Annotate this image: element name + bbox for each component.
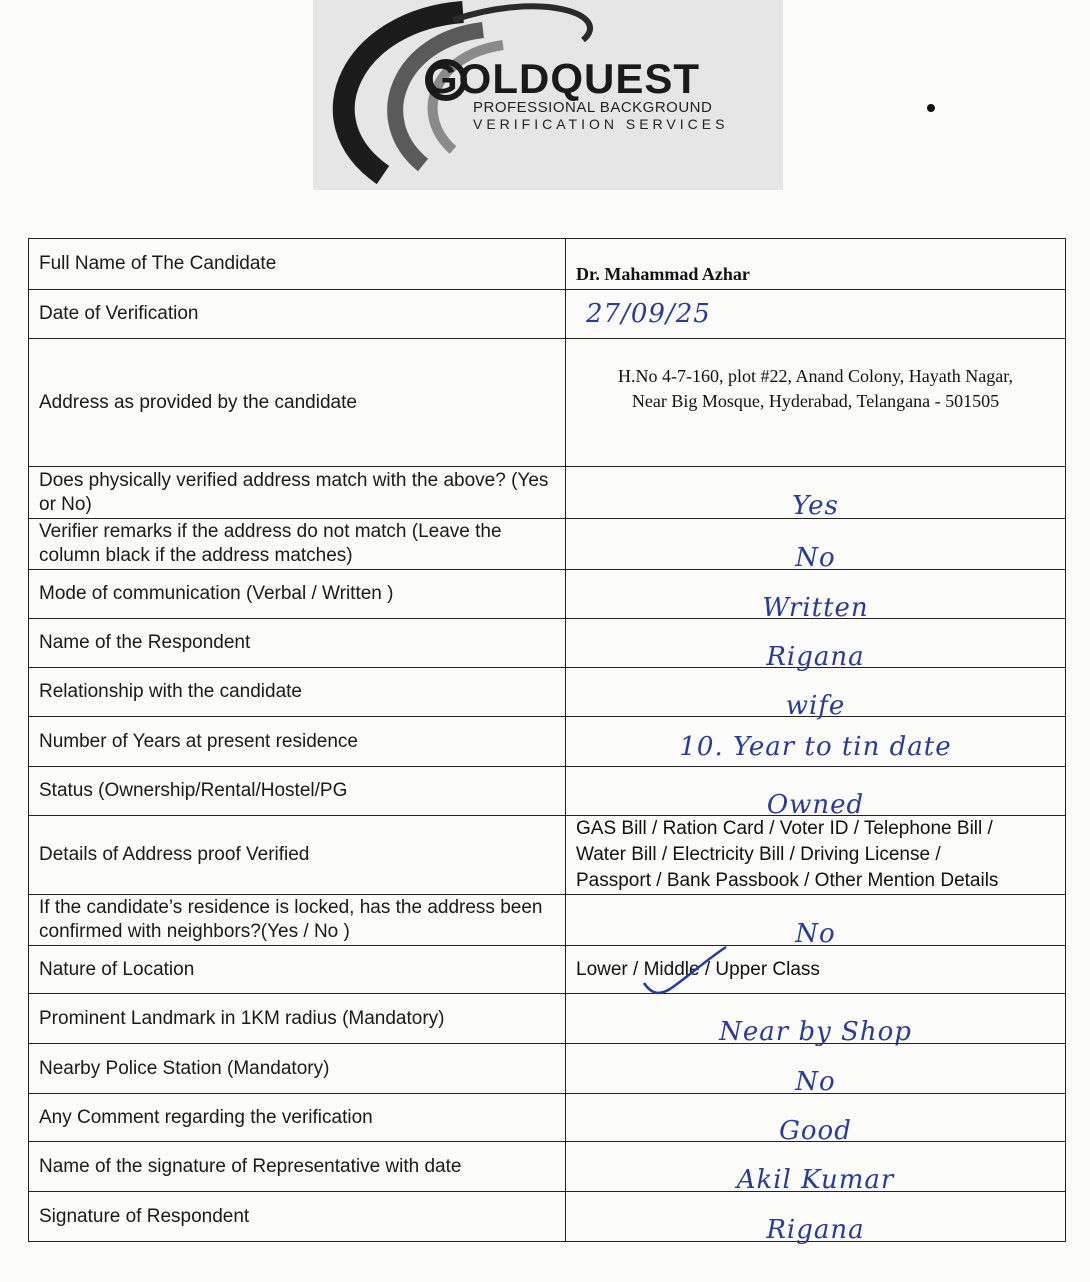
table-row (29, 1044, 1066, 1094)
row-label: Date of Verification (29, 290, 566, 339)
row-value (566, 717, 1066, 767)
table-row (29, 895, 1066, 946)
row-label: Name of the Respondent (29, 619, 566, 668)
row-value (566, 570, 1066, 623)
table-row (29, 946, 1066, 994)
row-label: Nature of Location (29, 946, 566, 994)
row-label: Details of Address proof Verified (29, 816, 566, 895)
row-value (566, 668, 1066, 721)
table-row (29, 994, 1066, 1044)
row-value (566, 239, 1066, 290)
neighbor-confirmation: No (795, 918, 836, 949)
landmark: Near by Shop (719, 1017, 912, 1047)
table-row (29, 767, 1066, 816)
row-label: Does physically verified address match with the above? (Yes or No) (29, 467, 566, 519)
residence-status: Owned (766, 789, 865, 820)
table-row (29, 717, 1066, 767)
row-value (566, 1044, 1066, 1097)
proof-options-line-1: GAS Bill / Ration Card / Voter ID / Telephone Bill / (576, 818, 993, 839)
table-row (29, 239, 1066, 290)
verifier-remarks: No (795, 542, 836, 573)
row-value (566, 339, 1066, 467)
row-value (566, 467, 1066, 519)
table-row (29, 290, 1066, 339)
row-label: Full Name of The Candidate (29, 239, 566, 290)
table-row (29, 467, 1066, 519)
row-label: Number of Years at present residence (29, 717, 566, 767)
row-label: Any Comment regarding the verification (29, 1094, 566, 1142)
table-row (29, 1192, 1066, 1242)
row-label: Relationship with the candidate (29, 668, 566, 717)
proof-options-line-3: Passport / Bank Passbook / Other Mention Details (576, 870, 999, 891)
table-row (29, 619, 1066, 668)
row-label: Verifier remarks if the address do not match (Leave the column black if the address matches) (29, 519, 566, 570)
logo-tagline-1: PROFESSIONAL BACKGROUND (473, 99, 713, 116)
candidate-name: Dr. Mahammad Azhar (576, 263, 750, 284)
row-label: Nearby Police Station (Mandatory) (29, 1044, 566, 1094)
verification-comment: Good (779, 1116, 852, 1146)
row-value (566, 1192, 1066, 1245)
ink-dot (927, 104, 935, 112)
row-value (566, 816, 1066, 895)
row-label: Address as provided by the candidate (29, 339, 566, 467)
years-at-residence: 10. Year to tin date (679, 732, 952, 762)
respondent-name: Rigana (766, 641, 865, 672)
table-row (29, 570, 1066, 619)
respondent-signature: Rigana (766, 1215, 865, 1245)
row-value (566, 895, 1066, 949)
row-label: Status (Ownership/Rental/Hostel/PG (29, 767, 566, 816)
row-label: Signature of Respondent (29, 1192, 566, 1242)
address-line-1: H.No 4-7-160, plot #22, Anand Colony, Hayath Nagar, (617, 365, 1014, 386)
verification-date: 27/09/25 (586, 298, 711, 329)
table-row (29, 519, 1066, 570)
row-value (566, 519, 1066, 573)
row-value (566, 1094, 1066, 1146)
police-station: No (795, 1067, 836, 1097)
row-label: If the candidate’s residence is locked, has the address been confirmed with neighbors?(Yes / No ) (29, 895, 566, 946)
address-match-answer: Yes (792, 491, 839, 521)
company-logo (313, 0, 783, 190)
location-class-options: Lower / Middle / Upper Class (576, 958, 820, 980)
row-label: Name of the signature of Representative with date (29, 1142, 566, 1192)
communication-mode: Written (762, 592, 869, 623)
tick-mark-icon (640, 943, 730, 1003)
row-value (566, 290, 1066, 339)
row-value (566, 1142, 1066, 1195)
row-value (566, 767, 1066, 820)
logo-tagline-2: VERIFICATION SERVICES (473, 116, 729, 132)
representative-signature: Akil Kumar (736, 1165, 895, 1195)
row-label: Mode of communication (Verbal / Written ) (29, 570, 566, 619)
relationship: wife (785, 690, 846, 721)
address-line-2: Near Big Mosque, Hyderabad, Telangana - 501505 (631, 390, 1000, 411)
verification-form-table (28, 238, 1066, 1245)
table-row (29, 1142, 1066, 1192)
proof-options-line-2: Water Bill / Electricity Bill / Driving License / (576, 844, 941, 865)
row-value (566, 619, 1066, 672)
row-label: Prominent Landmark in 1KM radius (Mandatory) (29, 994, 566, 1044)
table-row (29, 1094, 1066, 1142)
table-row (29, 816, 1066, 895)
table-row (29, 668, 1066, 717)
table-row (29, 339, 1066, 467)
logo-name: GOLDQUEST (425, 55, 701, 102)
